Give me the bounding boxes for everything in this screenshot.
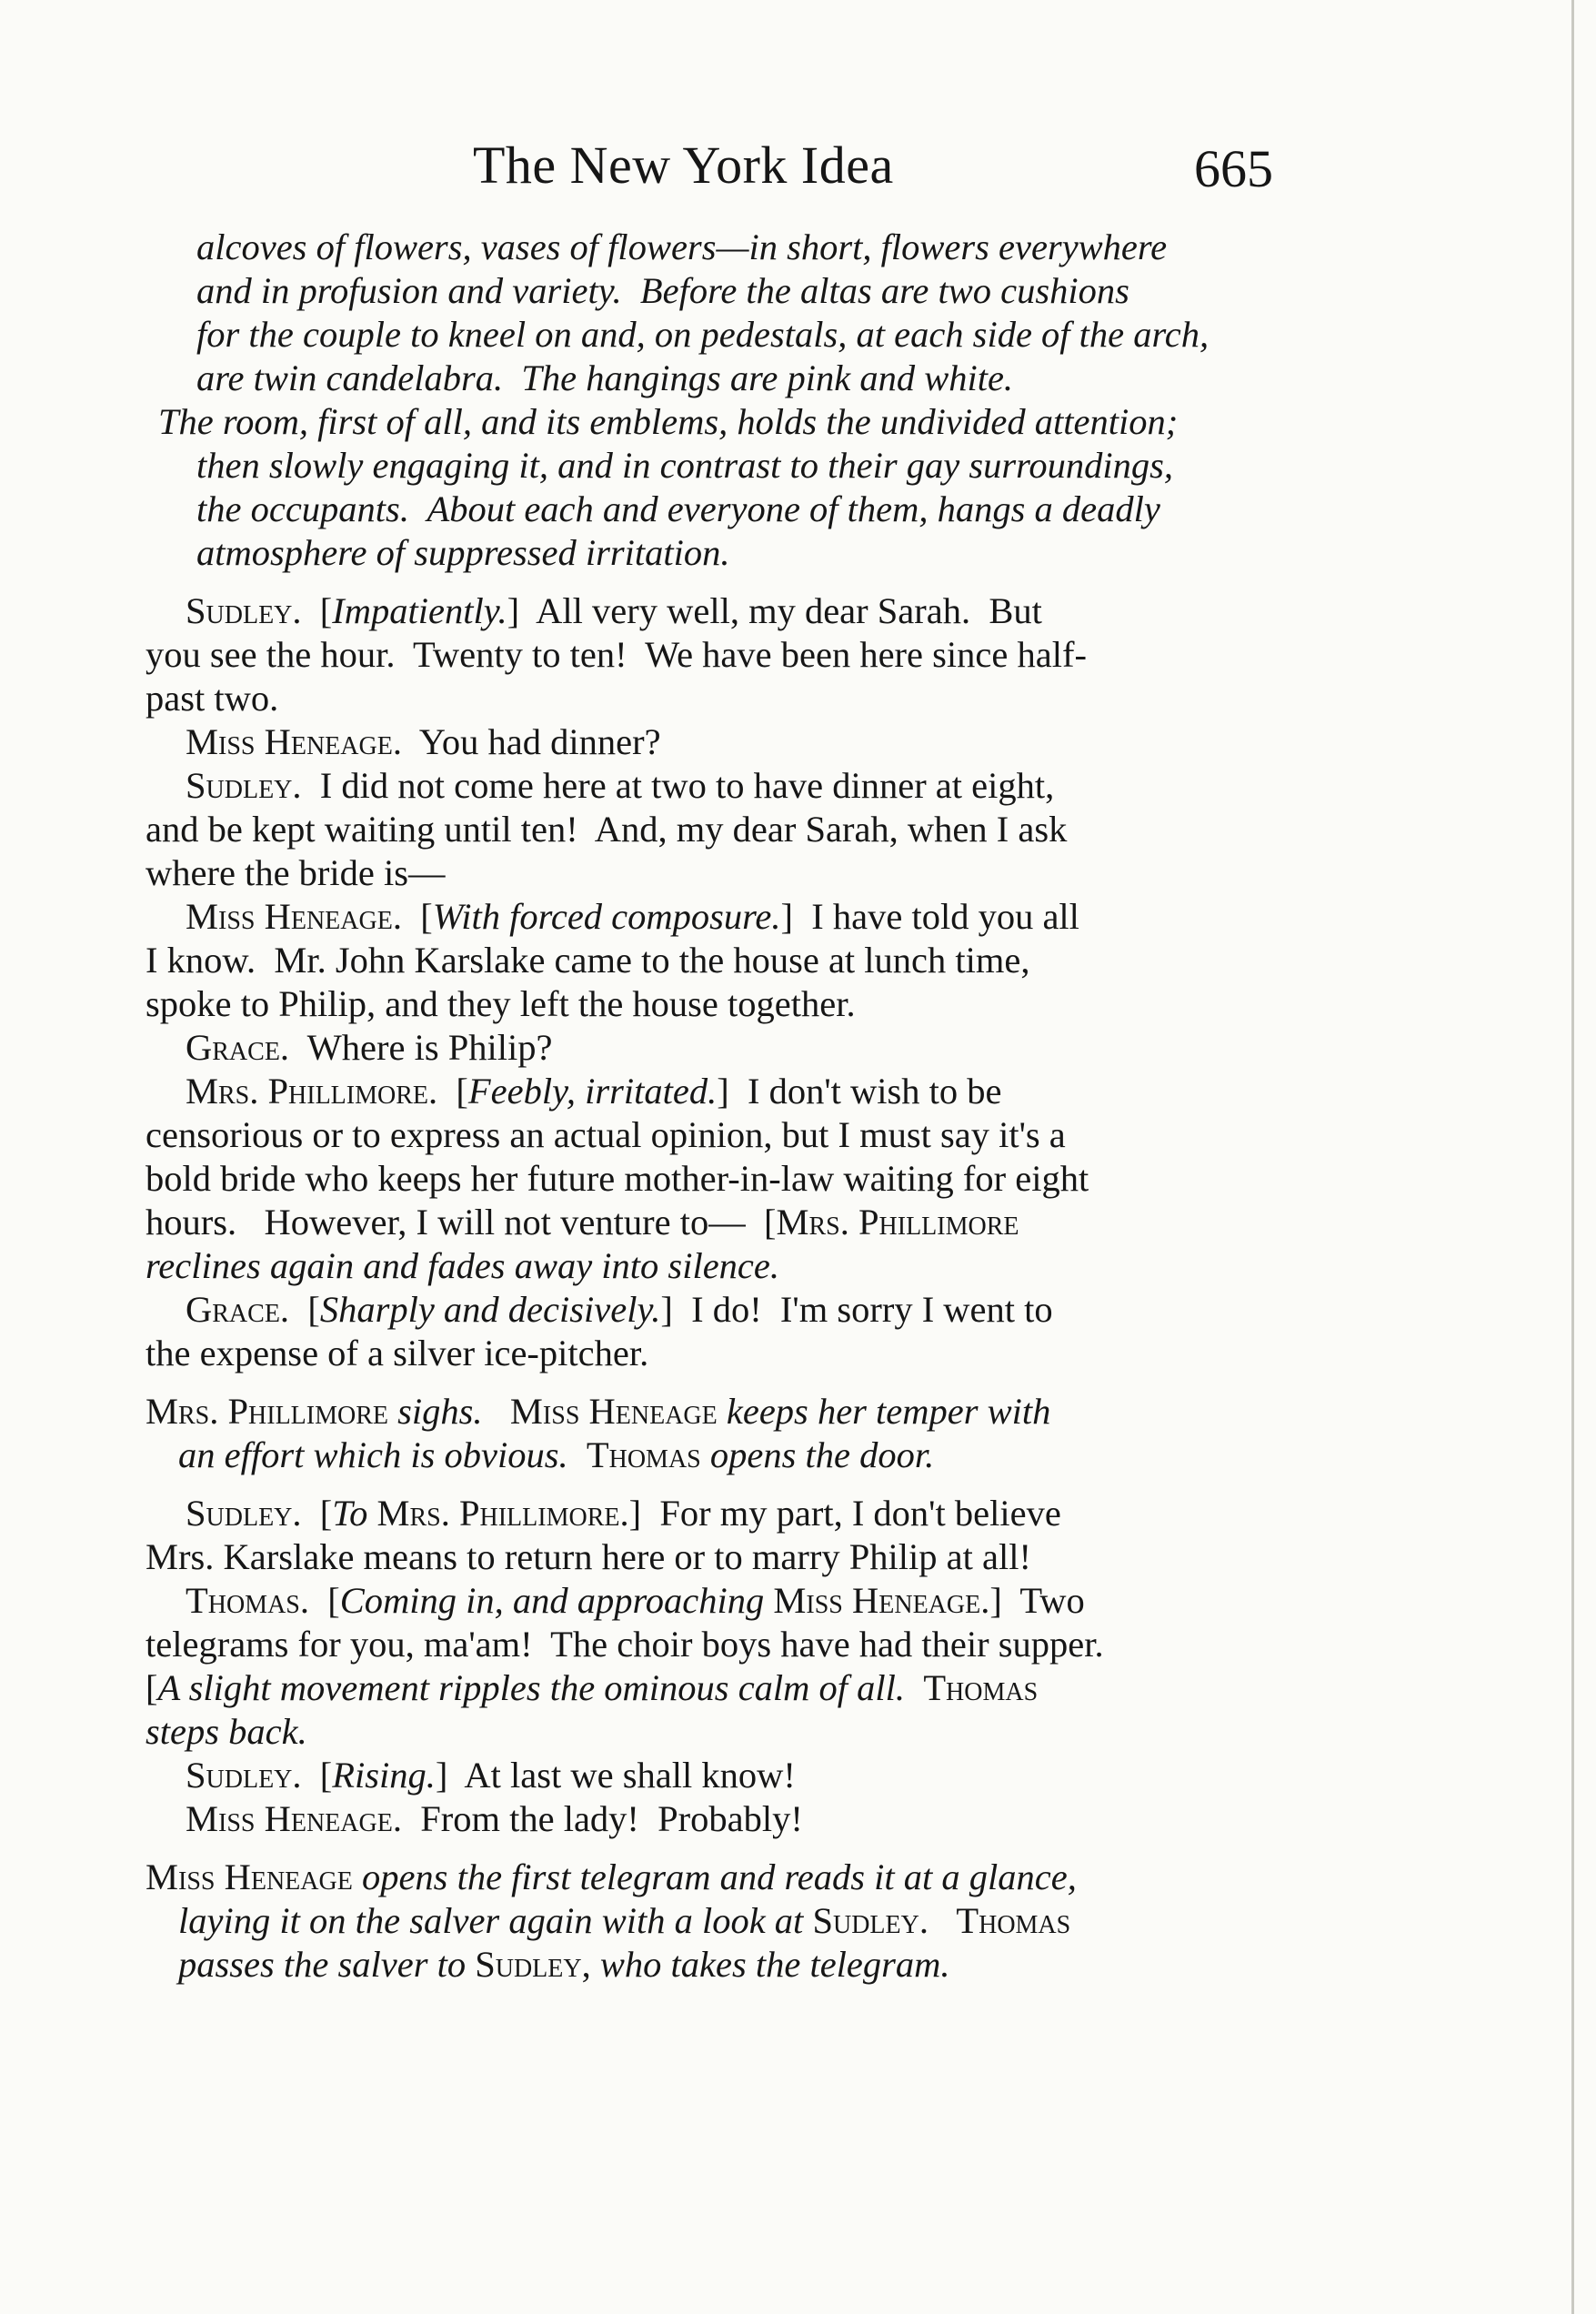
speaker-name: Miss Heneage. xyxy=(186,1798,402,1839)
dialogue-line xyxy=(146,982,1273,1026)
speaker-name: Thomas xyxy=(956,1900,1071,1941)
running-header xyxy=(146,135,1273,207)
speaker-name: Mrs. Phillimore. xyxy=(186,1071,438,1112)
dialogue-line xyxy=(146,1797,1273,1841)
text-run xyxy=(483,1391,510,1432)
text-run: spoke to Philip, and they left the house together. xyxy=(146,983,856,1024)
dialogue-line xyxy=(146,1535,1273,1579)
text-run: ] I don't wish to be xyxy=(717,1071,1002,1112)
dialogue-line xyxy=(146,764,1273,808)
text-run: [ xyxy=(289,1289,320,1330)
dialogue-line xyxy=(146,1492,1273,1535)
dialogue-line xyxy=(146,1113,1273,1157)
dialogue-line xyxy=(146,1157,1273,1201)
stage-direction-line xyxy=(146,357,1273,400)
text-run xyxy=(803,1900,812,1941)
dialogue-line xyxy=(146,1244,1273,1288)
stage-direction-line xyxy=(146,269,1273,313)
stage-direction-line xyxy=(146,1856,1273,1899)
italic-run: laying it on the salver again with a look at xyxy=(178,1900,804,1941)
speaker-name: Miss Heneage xyxy=(146,1856,353,1897)
speaker-name: Sudley. xyxy=(812,1900,928,1941)
speaker-name: Miss Heneage. xyxy=(186,721,402,762)
italic-run: and in profusion and variety. Before the altas are two cushions xyxy=(196,270,1129,311)
italic-run: for the couple to kneel on and, on pedestals, at each side of the arch, xyxy=(196,314,1210,355)
dialogue-line xyxy=(146,808,1273,851)
speaker-name: Miss Heneage xyxy=(509,1391,718,1432)
stage-direction-line xyxy=(146,1943,1273,1987)
stage-direction-line xyxy=(146,1434,1273,1477)
text-run: [ xyxy=(146,1667,158,1708)
stage-direction-line xyxy=(146,444,1273,488)
stage-direction-line xyxy=(146,1899,1273,1943)
text-run: [ xyxy=(437,1071,468,1112)
stage-direction-line xyxy=(146,226,1273,269)
text-run: [ xyxy=(301,590,333,631)
text-run: ] All very well, my dear Sarah. But xyxy=(507,590,1042,631)
page-edge-shadow xyxy=(1571,0,1574,2314)
text-run: and be kept waiting until ten! And, my dear Sarah, when I ask xyxy=(146,809,1068,850)
speaker-name: Grace. xyxy=(186,1027,290,1068)
italic-run: A slight movement ripples the ominous calm of all. xyxy=(157,1667,906,1708)
text-run: ] I do! I'm sorry I went to xyxy=(660,1289,1053,1330)
dialogue-line xyxy=(146,939,1273,982)
speaker-name: Mrs. Phillimore. xyxy=(376,1493,629,1534)
italic-run: who takes the telegram. xyxy=(590,1944,950,1985)
text-run: [ xyxy=(309,1580,340,1621)
text-run xyxy=(466,1944,475,1985)
speaker-name: Sudley, xyxy=(475,1944,591,1985)
italic-run: atmosphere of suppressed irritation. xyxy=(196,532,730,573)
italic-run: Coming in, and approaching xyxy=(339,1580,765,1621)
italic-run: are twin candelabra. The hangings are pink and white. xyxy=(196,357,1014,398)
dialogue-line xyxy=(146,1710,1273,1754)
text-run: bold bride who keeps her future mother-in-law waiting for eight xyxy=(146,1158,1089,1199)
dialogue-line xyxy=(146,1666,1273,1710)
dialogue-line xyxy=(146,720,1273,764)
speaker-name: Sudley. xyxy=(186,765,302,806)
speaker-name: Thomas xyxy=(586,1434,701,1475)
text-run xyxy=(764,1580,773,1621)
speaker-name: Sudley. xyxy=(186,1493,302,1534)
text-run: I know. Mr. John Karslake came to the house at lunch time, xyxy=(146,940,1030,981)
text-run: [ xyxy=(401,896,433,937)
italic-run: the occupants. About each and everyone of them, hangs a deadly xyxy=(196,488,1160,529)
italic-run: opens the first telegram and reads it at a glance, xyxy=(352,1856,1077,1897)
text-run: ] At last we shall know! xyxy=(435,1755,796,1796)
italic-run: The room, first of all, and its emblems, holds the undivided attention; xyxy=(158,401,1179,442)
text-run: ] I have told you all xyxy=(780,896,1079,937)
stage-direction-line xyxy=(146,400,1273,444)
italic-run: an effort which is obvious. xyxy=(178,1434,568,1475)
italic-run: Feebly, irritated. xyxy=(467,1071,718,1112)
text-run: you see the hour. Twenty to ten! We have been here since half- xyxy=(146,634,1087,675)
speaker-name: Miss Heneage. xyxy=(773,1580,990,1621)
dialogue-line xyxy=(146,1332,1273,1375)
text-run: where the bride is— xyxy=(146,852,446,893)
text-run: Where is Philip? xyxy=(289,1027,553,1068)
stage-direction-line xyxy=(146,313,1273,357)
text-run xyxy=(568,1434,587,1475)
italic-run: Sharply and decisively. xyxy=(319,1289,661,1330)
text-run: I did not come here at two to have dinner at eight, xyxy=(301,765,1055,806)
text-run: hours. However, I will not venture to— [ xyxy=(146,1202,777,1243)
italic-run: sighs. xyxy=(388,1391,483,1432)
dialogue-line xyxy=(146,1026,1273,1070)
text-run: ] Two xyxy=(989,1580,1085,1621)
speaker-name: Thomas. xyxy=(186,1580,309,1621)
italic-run: Rising. xyxy=(332,1755,436,1796)
stage-direction-line xyxy=(146,488,1273,531)
italic-run: alcoves of flowers, vases of flowers—in short, flowers everywhere xyxy=(196,226,1168,267)
dialogue-line xyxy=(146,1754,1273,1797)
dialogue-line xyxy=(146,1623,1273,1666)
text-run: past two. xyxy=(146,678,279,719)
text-run: Mrs. Karslake means to return here or to marry Philip at all! xyxy=(146,1536,1031,1577)
speaker-name: Mrs. Phillimore xyxy=(146,1391,389,1432)
italic-run: keeps her temper with xyxy=(717,1391,1051,1432)
dialogue-line xyxy=(146,851,1273,895)
dialogue-line xyxy=(146,1288,1273,1332)
dialogue-line xyxy=(146,895,1273,939)
speaker-name: Miss Heneage. xyxy=(186,896,402,937)
dialogue-line xyxy=(146,589,1273,633)
italic-run: steps back. xyxy=(146,1711,307,1752)
italic-run: passes the salver to xyxy=(178,1944,467,1985)
speaker-name: Mrs. Phillimore xyxy=(776,1202,1019,1243)
italic-run: reclines again and fades away into silence. xyxy=(146,1245,780,1286)
running-title: The New York Idea xyxy=(473,136,894,195)
speaker-name: Sudley. xyxy=(186,590,302,631)
italic-run: Impatiently. xyxy=(332,590,507,631)
text-run: You had dinner? xyxy=(401,721,661,762)
italic-run: To xyxy=(332,1493,368,1534)
speaker-name: Thomas xyxy=(923,1667,1039,1708)
italic-run: then slowly engaging it, and in contrast to their gay surroundings, xyxy=(196,445,1173,486)
dialogue-line xyxy=(146,1070,1273,1113)
text-run xyxy=(367,1493,376,1534)
speaker-name: Grace. xyxy=(186,1289,290,1330)
text-run: telegrams for you, ma'am! The choir boys have had their supper. xyxy=(146,1624,1104,1665)
dialogue-line xyxy=(146,677,1273,720)
speaker-name: Sudley. xyxy=(186,1755,302,1796)
text-run: [ xyxy=(301,1755,333,1796)
text-run: [ xyxy=(301,1493,333,1534)
text-run: the expense of a silver ice-pitcher. xyxy=(146,1333,649,1373)
text-run: From the lady! Probably! xyxy=(401,1798,803,1839)
dialogue-line xyxy=(146,633,1273,677)
stage-direction-line xyxy=(146,531,1273,575)
play-text xyxy=(146,226,1273,1987)
dialogue-line xyxy=(146,1579,1273,1623)
stage-direction-line xyxy=(146,1390,1273,1434)
text-run xyxy=(928,1900,956,1941)
italic-run: opens the door. xyxy=(700,1434,935,1475)
text-run: ] For my part, I don't believe xyxy=(628,1493,1061,1534)
dialogue-line xyxy=(146,1201,1273,1244)
page-number: 665 xyxy=(1194,139,1273,198)
italic-run: With forced composure. xyxy=(432,896,781,937)
text-run xyxy=(905,1667,923,1708)
text-run: censorious or to express an actual opinion, but I must say it's a xyxy=(146,1114,1066,1155)
